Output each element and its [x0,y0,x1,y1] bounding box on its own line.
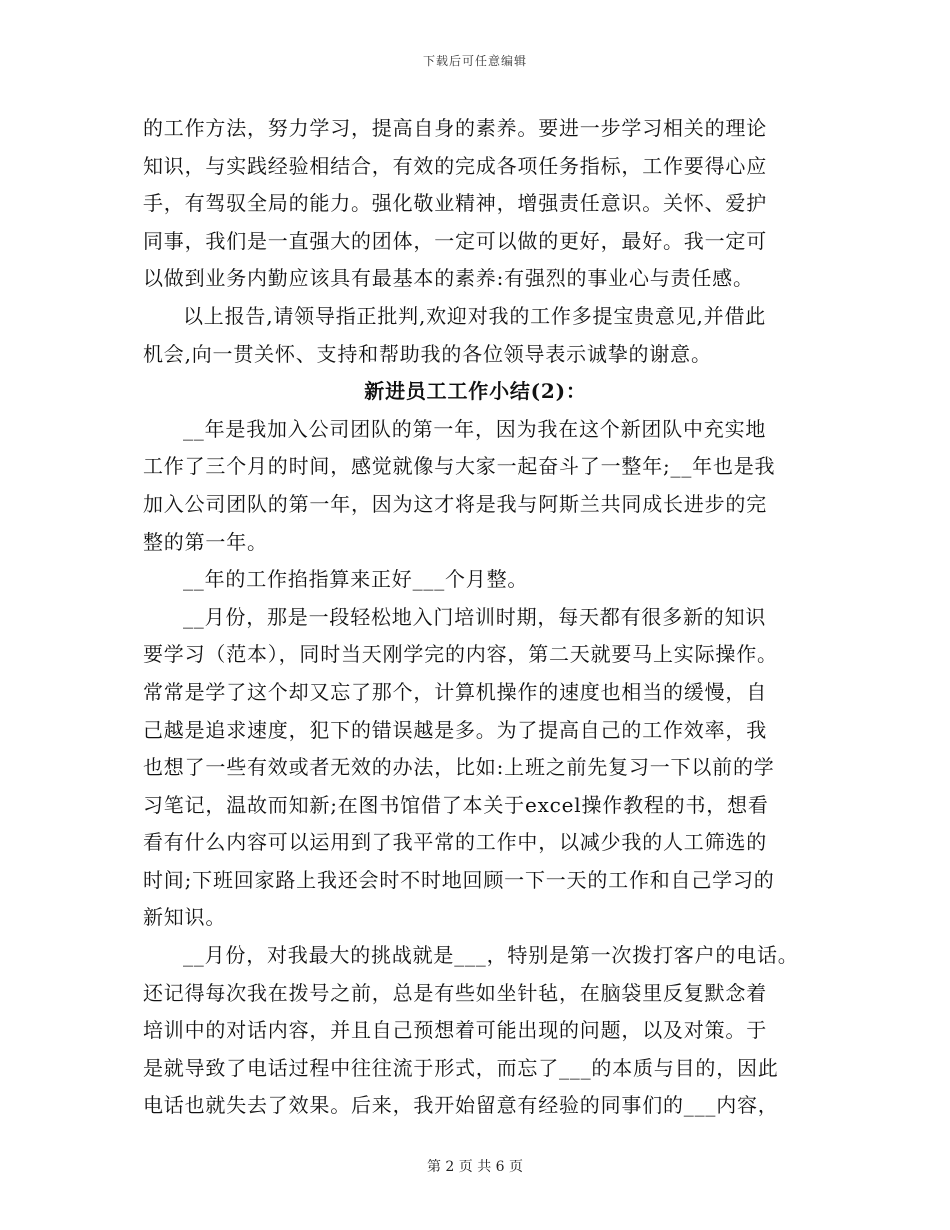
text-line: 以上报告,请领导指正批判,欢迎对我的工作多提宝贵意见,并借此 [183,303,767,328]
text-line: 知识，与实践经验相结合，有效的完成各项任务指标，工作要得心应 [143,153,767,178]
text-line: 工作了三个月的时间，感觉就像与大家一起奋斗了一整年;__年也是我 [143,454,776,479]
page-header: 下载后可任意编辑 [422,54,527,68]
text-line: 手，有驾驭全局的能力。强化敬业精神，增强责任意识。关怀、爱护 [143,191,767,216]
text-line: 是就导致了电话过程中往往流于形式，而忘了___的本质与目的，因此 [143,1055,779,1080]
text-line: 要学习（范本），同时当天刚学完的内容，第二天就要马上实际操作。 [143,642,778,667]
text-line: 加入公司团队的第一年，因为这才将是我与阿斯兰共同成长进步的完 [143,491,767,516]
text-line: __月份，对我最大的挑战就是___，特别是第一次拨打客户的电话。 [183,943,799,968]
text-line: 的工作方法，努力学习，提高自身的素养。要进一步学习相关的理论 [143,116,767,140]
text-line: __年的工作掐指算来正好___个月整。 [183,567,529,592]
text-line: 整的第一年。 [143,529,268,554]
text-line: 常常是学了这个却又忘了那个，计算机操作的速度也相当的缓慢，自 [143,679,767,704]
text-line: 看有什么内容可以运用到了我平常的工作中，以减少我的人工筛选的 [143,830,767,855]
text-line: 也想了一些有效或者无效的办法，比如:上班之前先复习一下以前的学 [143,755,775,780]
section-title: 新进员工工作小结(2)： [364,379,587,404]
text-line: 电话也就失去了效果。后来，我开始留意有经验的同事们的___内容， [143,1093,779,1118]
text-line: 培训中的对话内容，并且自己预想着可能出现的问题，以及对策。于 [143,1018,767,1043]
text-line: 机会,向一贯关怀、支持和帮助我的各位领导表示诚挚的谢意。 [143,341,712,366]
document-body [143,110,808,1125]
text-line: 习笔记，温故而知新;在图书馆借了本关于excel操作教程的书，想看 [143,792,769,817]
text-line: __年是我加入公司团队的第一年，因为我在这个新团队中充实地 [183,416,767,441]
page-footer: 第 2 页 共 6 页 [426,1159,524,1175]
text-line: 新知识。 [143,905,227,930]
text-line: 己越是追求速度，犯下的错误越是多。为了提高自己的工作效率，我 [143,717,767,742]
text-line: __月份，那是一段轻松地入门培训时期，每天都有很多新的知识 [183,604,767,629]
text-line: 时间;下班回家路上我还会时不时地回顾一下一天的工作和自己学习的 [143,867,775,892]
text-line: 以做到业务内勤应该具有最基本的素养:有强烈的事业心与责任感。 [143,266,754,291]
text-line: 同事，我们是一直强大的团体，一定可以做的更好，最好。我一定可 [143,228,767,253]
text-line: 还记得每次我在拨号之前，总是有些如坐针毡，在脑袋里反复默念着 [143,980,767,1005]
